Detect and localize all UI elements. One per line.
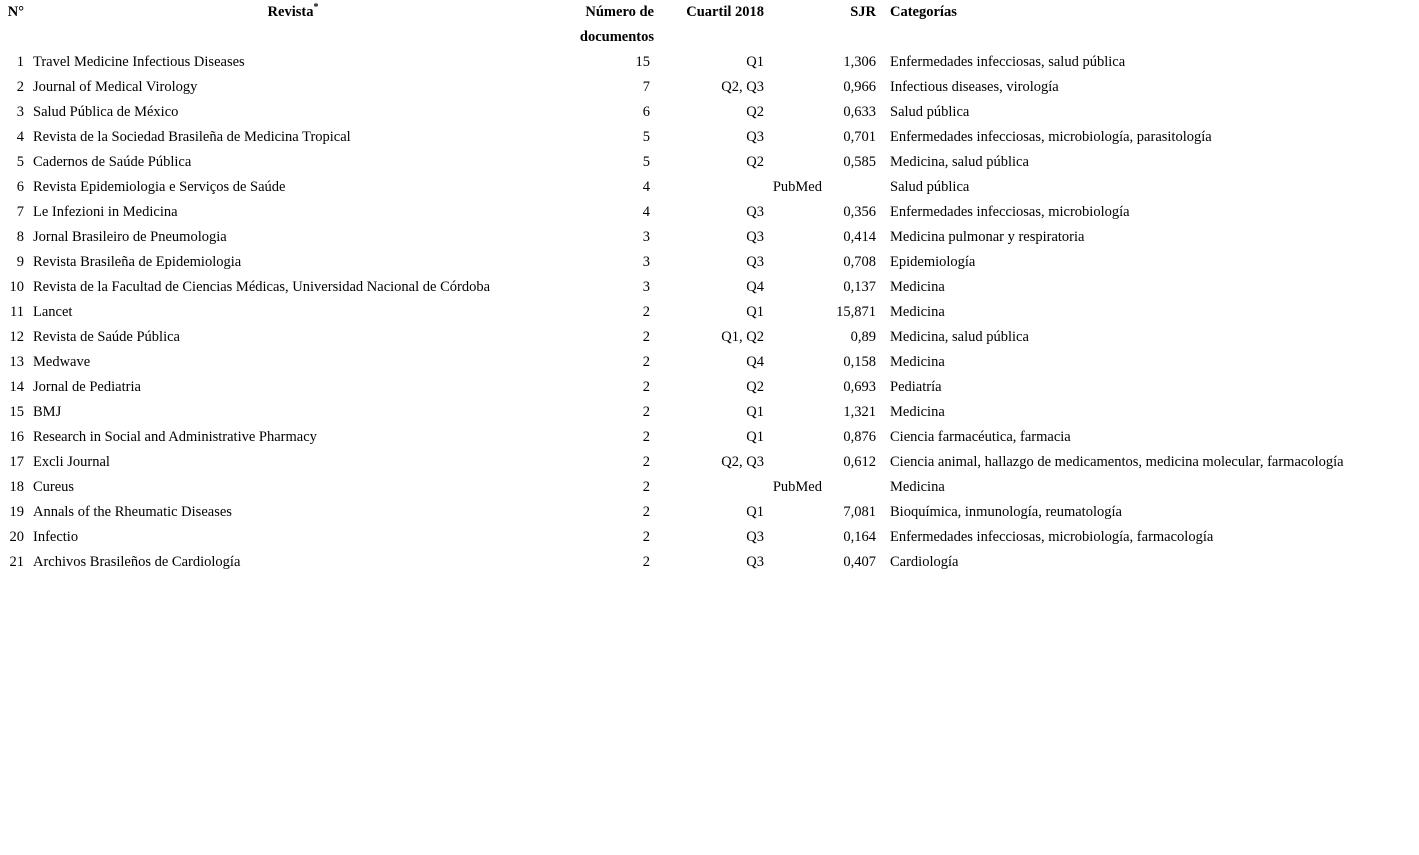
table-body bbox=[0, 50, 1419, 575]
cell-cuartil: Q3 bbox=[746, 254, 764, 270]
cell-categorias: Enfermedades infecciosas, microbiología, farmacología bbox=[890, 529, 1214, 545]
cell-sjr: 0,137 bbox=[843, 279, 876, 295]
cell-documentos: 2 bbox=[642, 304, 650, 320]
cell-categorias: Salud pública bbox=[890, 104, 970, 120]
table-row bbox=[0, 150, 1419, 175]
cell-numero: 17 bbox=[9, 454, 24, 470]
cell-numero: 3 bbox=[16, 104, 24, 120]
cell-numero: 11 bbox=[10, 304, 24, 320]
cell-numero: 1 bbox=[16, 54, 24, 70]
cell-numero: 4 bbox=[16, 129, 24, 145]
cell-sjr: 0,693 bbox=[843, 379, 876, 395]
cell-revista: Archivos Brasileños de Cardiología bbox=[33, 554, 241, 570]
cell-categorias: Enfermedades infecciosas, salud pública bbox=[890, 54, 1126, 70]
cell-categorias: Medicina bbox=[890, 479, 945, 495]
cell-categorias: Ciencia animal, hallazgo de medicamentos, medicina molecular, farmacología bbox=[890, 454, 1344, 470]
cell-documentos: 2 bbox=[642, 379, 650, 395]
column-header-cuartil: Cuartil 2018 bbox=[686, 4, 764, 20]
cell-documentos: 2 bbox=[642, 529, 650, 545]
cell-cuartil: Q3 bbox=[746, 554, 764, 570]
table-row bbox=[0, 50, 1419, 75]
table-row bbox=[0, 200, 1419, 225]
cell-sjr: 0,966 bbox=[843, 79, 876, 95]
column-header-revista-label: Revista bbox=[267, 4, 314, 20]
cell-cuartil bbox=[654, 475, 822, 500]
cell-sjr: 1,306 bbox=[843, 54, 876, 70]
cell-documentos: 2 bbox=[642, 504, 650, 520]
cell-sjr: 1,321 bbox=[843, 404, 876, 420]
cell-revista: Annals of the Rheumatic Diseases bbox=[33, 504, 232, 520]
cell-revista: Infectio bbox=[33, 529, 79, 545]
cell-categorias: Epidemiología bbox=[890, 254, 976, 270]
cell-numero: 16 bbox=[9, 429, 24, 445]
cell-revista: Revista de Saúde Pública bbox=[33, 329, 180, 345]
cell-categorias: Ciencia farmacéutica, farmacia bbox=[890, 429, 1071, 445]
cell-documentos: 2 bbox=[642, 454, 650, 470]
cell-cuartil: Q4 bbox=[746, 279, 764, 295]
cell-categorias: Medicina bbox=[890, 304, 945, 320]
cell-categorias: Medicina bbox=[890, 404, 945, 420]
cell-numero: 19 bbox=[9, 504, 24, 520]
cell-numero: 9 bbox=[16, 254, 24, 270]
cell-categorias: Medicina, salud pública bbox=[890, 154, 1029, 170]
cell-documentos: 5 bbox=[642, 129, 650, 145]
cell-cuartil: Q1 bbox=[746, 404, 764, 420]
cell-documentos: 6 bbox=[642, 104, 650, 120]
cell-cuartil-value: PubMed bbox=[772, 479, 822, 495]
cell-documentos: 5 bbox=[642, 154, 650, 170]
cell-numero: 2 bbox=[16, 79, 24, 95]
cell-revista: Le Infezioni in Medicina bbox=[33, 204, 178, 220]
cell-documentos: 7 bbox=[642, 79, 650, 95]
cell-revista: Travel Medicine Infectious Diseases bbox=[33, 54, 245, 70]
cell-numero: 18 bbox=[9, 479, 24, 495]
cell-cuartil: Q2, Q3 bbox=[721, 454, 764, 470]
cell-cuartil: Q3 bbox=[746, 229, 764, 245]
cell-numero: 7 bbox=[16, 204, 24, 220]
cell-numero: 20 bbox=[9, 529, 24, 545]
cell-documentos: 4 bbox=[642, 179, 650, 195]
cell-sjr: 0,701 bbox=[843, 129, 876, 145]
table-row bbox=[0, 125, 1419, 150]
cell-cuartil: Q1 bbox=[746, 54, 764, 70]
cell-documentos: 15 bbox=[635, 54, 650, 70]
footnote-marker: * bbox=[313, 2, 319, 14]
cell-revista: Cadernos de Saúde Pública bbox=[33, 154, 192, 170]
cell-revista: Revista de la Sociedad Brasileña de Medicina Tropical bbox=[33, 129, 351, 145]
cell-sjr: 0,89 bbox=[850, 329, 876, 345]
cell-revista: Cureus bbox=[33, 479, 75, 495]
cell-documentos: 2 bbox=[642, 429, 650, 445]
cell-documentos: 2 bbox=[642, 329, 650, 345]
cell-categorias: Medicina bbox=[890, 354, 945, 370]
cell-sjr: 0,164 bbox=[843, 529, 876, 545]
header-row bbox=[0, 0, 1419, 50]
cell-numero: 15 bbox=[9, 404, 24, 420]
cell-documentos: 3 bbox=[642, 279, 650, 295]
table-row bbox=[0, 175, 1419, 200]
table-row bbox=[0, 325, 1419, 350]
table-row bbox=[0, 400, 1419, 425]
column-header-documentos: Número de documentos bbox=[579, 4, 654, 45]
cell-cuartil: Q4 bbox=[746, 354, 764, 370]
cell-revista: Research in Social and Administrative Pharmacy bbox=[33, 429, 317, 445]
cell-cuartil-value: PubMed bbox=[772, 179, 822, 195]
cell-numero: 12 bbox=[9, 329, 24, 345]
table-row bbox=[0, 375, 1419, 400]
cell-numero: 21 bbox=[9, 554, 24, 570]
table-row bbox=[0, 75, 1419, 100]
column-header-categorias: Categorías bbox=[890, 4, 957, 20]
cell-cuartil: Q1 bbox=[746, 504, 764, 520]
table-row bbox=[0, 525, 1419, 550]
column-header-sjr: SJR bbox=[850, 4, 876, 20]
cell-revista: Excli Journal bbox=[33, 454, 110, 470]
table-row bbox=[0, 100, 1419, 125]
cell-documentos: 2 bbox=[642, 479, 650, 495]
cell-cuartil: Q3 bbox=[746, 529, 764, 545]
cell-cuartil: Q1 bbox=[746, 429, 764, 445]
cell-documentos: 2 bbox=[642, 554, 650, 570]
cell-sjr: 15,871 bbox=[836, 304, 876, 320]
cell-cuartil: Q2, Q3 bbox=[721, 79, 764, 95]
table-row bbox=[0, 500, 1419, 525]
table-header bbox=[0, 0, 1419, 50]
cell-sjr: 0,414 bbox=[843, 229, 876, 245]
cell-sjr: 7,081 bbox=[843, 504, 876, 520]
cell-categorias: Medicina pulmonar y respiratoria bbox=[890, 229, 1085, 245]
cell-sjr: 0,585 bbox=[843, 154, 876, 170]
table-row bbox=[0, 550, 1419, 575]
cell-numero: 8 bbox=[16, 229, 24, 245]
table-row bbox=[0, 275, 1419, 300]
cell-sjr: 0,708 bbox=[843, 254, 876, 270]
cell-cuartil: Q3 bbox=[746, 129, 764, 145]
cell-sjr: 0,612 bbox=[843, 454, 876, 470]
cell-sjr: 0,876 bbox=[843, 429, 876, 445]
cell-sjr: 0,633 bbox=[843, 104, 876, 120]
table-row bbox=[0, 475, 1419, 500]
cell-cuartil bbox=[654, 175, 822, 200]
cell-categorias: Medicina, salud pública bbox=[890, 329, 1029, 345]
cell-cuartil: Q3 bbox=[746, 204, 764, 220]
column-header-revista bbox=[28, 0, 558, 50]
cell-documentos: 4 bbox=[642, 204, 650, 220]
cell-categorias: Salud pública bbox=[890, 179, 970, 195]
cell-numero: 14 bbox=[9, 379, 24, 395]
cell-categorias: Pediatría bbox=[890, 379, 942, 395]
cell-categorias: Enfermedades infecciosas, microbiología, parasitología bbox=[890, 129, 1212, 145]
column-header-numero: N° bbox=[7, 4, 24, 20]
cell-revista: Revista Brasileña de Epidemiologia bbox=[33, 254, 242, 270]
cell-numero: 6 bbox=[16, 179, 24, 195]
cell-cuartil: Q2 bbox=[746, 154, 764, 170]
cell-numero: 13 bbox=[9, 354, 24, 370]
table-row bbox=[0, 425, 1419, 450]
cell-revista: BMJ bbox=[33, 404, 62, 420]
cell-cuartil: Q2 bbox=[746, 104, 764, 120]
table-row bbox=[0, 350, 1419, 375]
cell-documentos: 2 bbox=[642, 354, 650, 370]
cell-categorias: Infectious diseases, virología bbox=[890, 79, 1059, 95]
cell-categorias: Enfermedades infecciosas, microbiología bbox=[890, 204, 1130, 220]
cell-revista: Salud Pública de México bbox=[33, 104, 179, 120]
cell-sjr: 0,158 bbox=[843, 354, 876, 370]
cell-categorias: Bioquímica, inmunología, reumatología bbox=[890, 504, 1122, 520]
cell-categorias: Cardiología bbox=[890, 554, 959, 570]
table-row bbox=[0, 300, 1419, 325]
cell-revista: Lancet bbox=[33, 304, 73, 320]
table-row bbox=[0, 250, 1419, 275]
cell-cuartil: Q2 bbox=[746, 379, 764, 395]
cell-revista: Revista Epidemiologia e Serviços de Saúde bbox=[33, 179, 286, 195]
cell-revista: Revista de la Facultad de Ciencias Médicas, Universidad Nacional de Córdoba bbox=[33, 279, 491, 295]
cell-documentos: 3 bbox=[642, 229, 650, 245]
cell-sjr: 0,407 bbox=[843, 554, 876, 570]
table-row bbox=[0, 225, 1419, 250]
cell-cuartil: Q1 bbox=[746, 304, 764, 320]
cell-numero: 5 bbox=[16, 154, 24, 170]
cell-revista: Journal of Medical Virology bbox=[33, 79, 198, 95]
cell-revista: Medwave bbox=[33, 354, 91, 370]
table-row bbox=[0, 450, 1419, 475]
cell-documentos: 2 bbox=[642, 404, 650, 420]
cell-categorias: Medicina bbox=[890, 279, 945, 295]
cell-documentos: 3 bbox=[642, 254, 650, 270]
cell-revista: Jornal Brasileiro de Pneumologia bbox=[33, 229, 227, 245]
cell-cuartil: Q1, Q2 bbox=[721, 329, 764, 345]
cell-sjr: 0,356 bbox=[843, 204, 876, 220]
cell-revista: Jornal de Pediatria bbox=[33, 379, 141, 395]
cell-numero: 10 bbox=[9, 279, 24, 295]
